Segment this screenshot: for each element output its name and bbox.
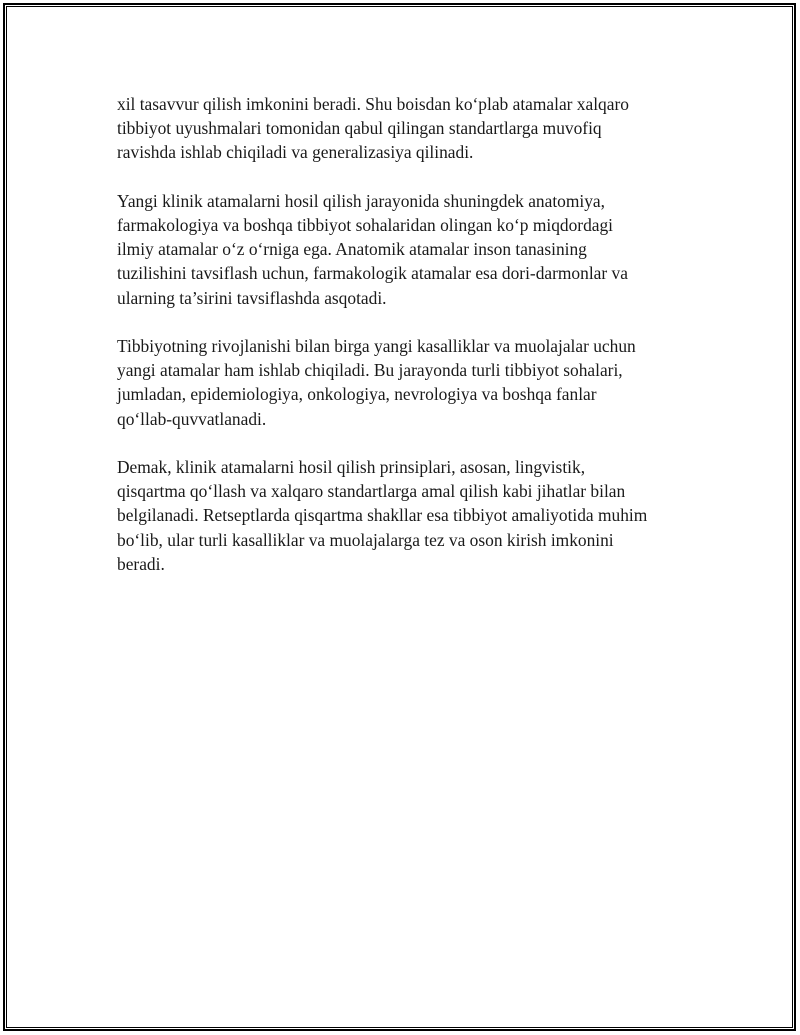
paragraph-1 [117, 92, 697, 165]
paragraph-4 [117, 455, 697, 576]
text-line: farmakologiya va boshqa tibbiyot sohalaridan olingan ko‘p miqdordagi [117, 215, 614, 235]
text-line: ularning ta’sirini tavsiflashda asqotadi. [117, 287, 387, 308]
text-line: bo‘lib, ular turli kasalliklar va muolajalarga tez va oson kirish imkonini [117, 529, 614, 550]
paragraph-3 [117, 334, 697, 431]
text-line: beradi. [117, 553, 165, 574]
text-line: jumladan, epidemiologiya, onkologiya, nevrologiya va boshqa fanlar [117, 384, 597, 405]
text-line: ilmiy atamalar o‘z o‘rniga ega. Anatomik atamalar inson tanasining [117, 239, 587, 260]
text-line: yangi atamalar ham ishlab chiqiladi. Bu jarayonda turli tibbiyot sohalari, [117, 360, 623, 381]
text-line: ravishda ishlab chiqiladi va generalizasiya qilinadi. [117, 142, 474, 163]
paragraph-2 [117, 189, 697, 310]
text-line: qisqartma qo‘llash va xalqaro standartlarga amal qilish kabi jihatlar bilan [117, 481, 626, 502]
text-line: Yangi klinik atamalarni hosil qilish jarayonida shuningdek anatomiya, [117, 190, 605, 211]
text-line: belgilanadi. Retseptlarda qisqartma shakllar esa tibbiyot amaliyotida muhim [117, 505, 648, 526]
text-line: Demak, klinik atamalarni hosil qilish prinsiplari, asosan, lingvistik, [117, 457, 586, 477]
document-body [117, 92, 697, 600]
text-line: tibbiyot uyushmalari tomonidan qabul qilingan standartlarga muvofiq [117, 118, 602, 139]
text-line: tuzilishini tavsiflash uchun, farmakologik atamalar esa dori-darmonlar va [117, 263, 628, 284]
text-line: Tibbiyotning rivojlanishi bilan birga yangi kasalliklar va muolajalar uchun [117, 336, 636, 356]
text-line: xil tasavvur qilish imkonini beradi. Shu boisdan ko‘plab atamalar xalqaro [117, 94, 629, 114]
text-line: qo‘llab-quvvatlanadi. [117, 408, 267, 429]
